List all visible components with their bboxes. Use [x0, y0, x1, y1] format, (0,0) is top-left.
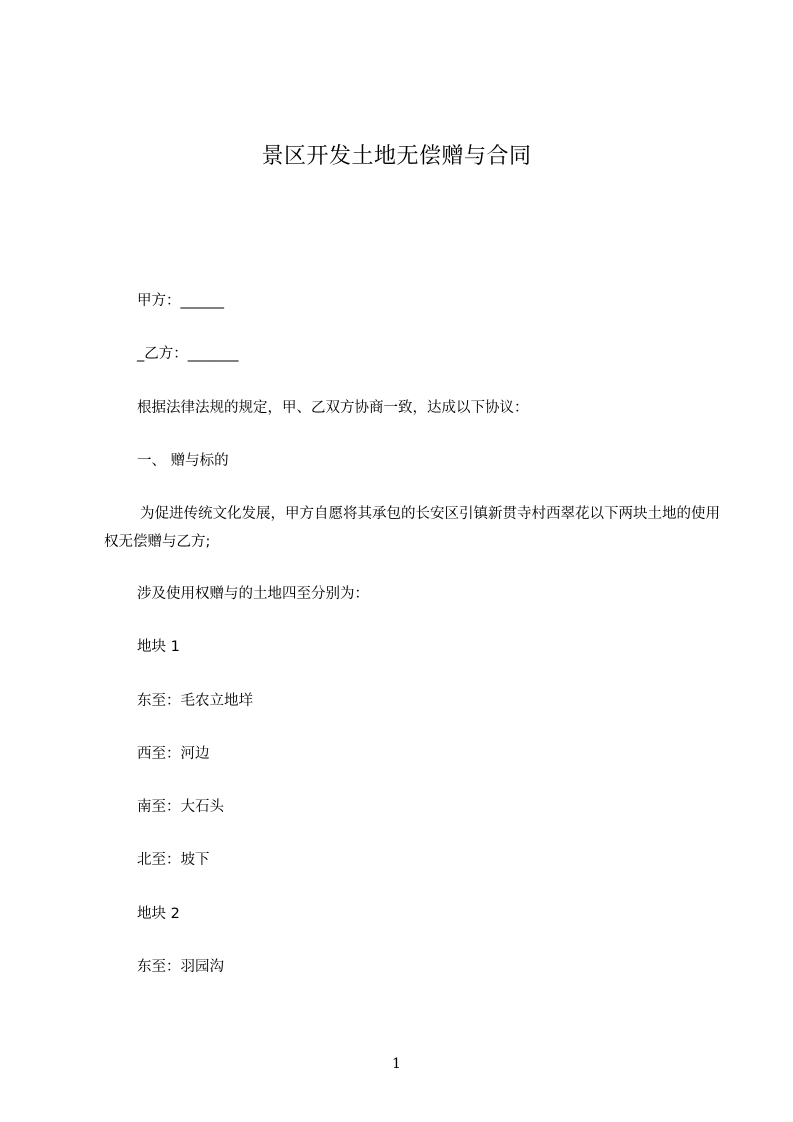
plot-2-east: 东至：羽园沟: [137, 959, 224, 975]
document-title: 景区开发土地无偿赠与合同: [261, 144, 532, 169]
plot-1-west: 西至：河边: [137, 746, 210, 762]
preamble-text: 根据法律法规的规定，甲、乙双方协商一致，达成以下协议：: [137, 400, 529, 416]
plot-1-north: 北至：坡下: [137, 852, 210, 868]
plot-1-south: 南至：大石头: [137, 799, 224, 815]
party-a-line: 甲方：______: [137, 293, 224, 309]
plot-2-label: 地块 2: [137, 906, 180, 922]
party-b-line: _乙方：_______: [137, 346, 239, 362]
section-1-body: [104, 500, 724, 556]
boundaries-intro: 涉及使用权赠与的土地四至分别为：: [137, 586, 369, 602]
plot-1-label: 地块 1: [137, 639, 180, 655]
plot-1-east: 东至：毛农立地垟: [137, 693, 253, 709]
section-1-heading: 一、 赠与标的: [137, 453, 229, 469]
page-number: 1: [392, 1056, 401, 1072]
section-1-body-text: 为促进传统文化发展，甲方自愿将其承包的长安区引镇新贯寺村西翠花以下两块土地的使用权无偿赠与乙方;: [104, 506, 720, 550]
